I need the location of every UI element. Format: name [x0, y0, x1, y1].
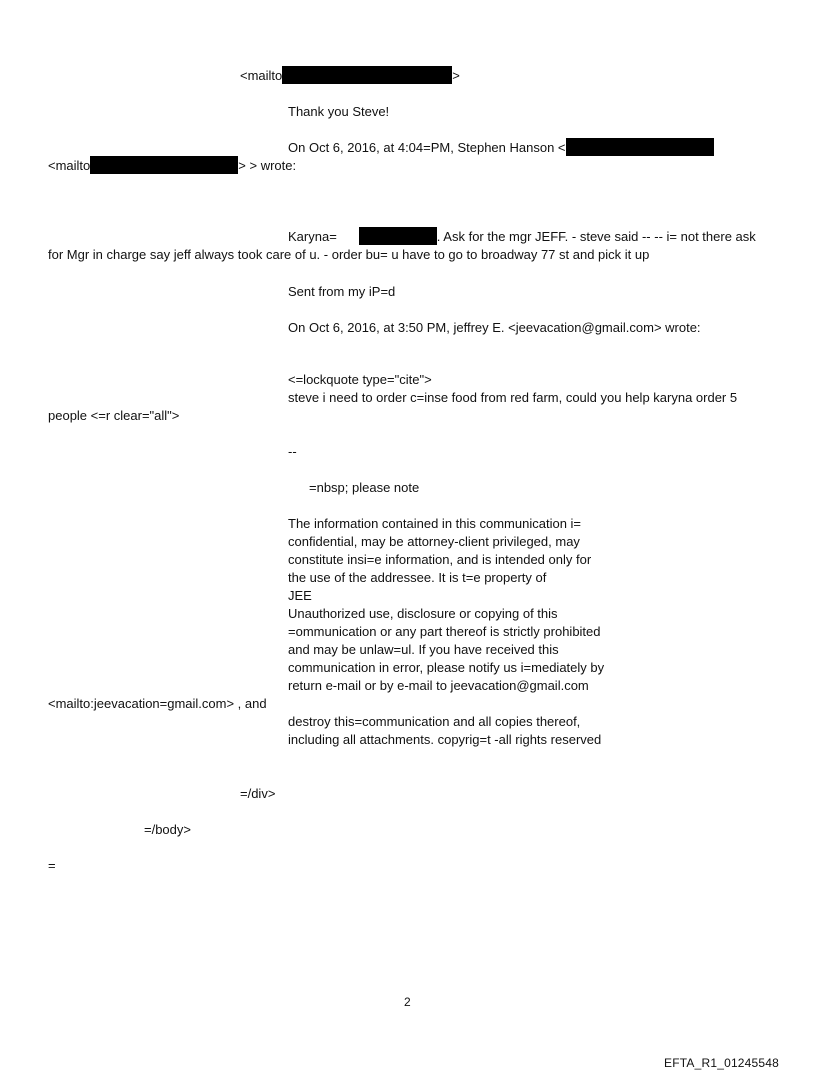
disclaimer-line: confidential, may be attorney-client privileged, may — [288, 534, 580, 549]
disclaimer-line: =ommunication or any part thereof is strictly prohibited — [288, 624, 601, 639]
document-id: EFTA_R1_01245548 — [664, 1056, 780, 1070]
mailto-prefix: <mailto — [240, 68, 283, 83]
message-line-2: people <=r clear="all"> — [48, 408, 180, 423]
close-body-tag: =/body> — [144, 822, 191, 837]
blockquote-tag: <=lockquote type="cite"> — [288, 372, 432, 387]
destroy-line-2: including all attachments. copyrig=t -all rights reserved — [288, 732, 602, 747]
close-div-tag: =/div> — [240, 786, 276, 801]
nbsp-note: =nbsp; please note — [309, 480, 420, 495]
disclaimer-line: return e-mail or by e-mail to jeevacation@gmail.com — [288, 678, 589, 693]
disclaimer-line: Unauthorized use, disclosure or copying of this — [288, 606, 558, 621]
mailto-prefix: <mailto — [48, 158, 91, 173]
reply-header — [288, 138, 714, 157]
sent-from-line: Sent from my iP=d — [288, 284, 396, 299]
signature-dash: -- — [288, 444, 297, 459]
karyna-instructions: . Ask for the mgr JEFF. - steve said -- -- i= not there ask — [436, 229, 756, 244]
mailto-line-1 — [240, 66, 460, 85]
redaction-block — [90, 156, 238, 174]
disclaimer-line: and may be unlaw=ul. If you have received this — [288, 642, 559, 657]
disclaimer-line: communication in error, please notify us i=mediately by — [288, 660, 605, 675]
karyna-line-2: for Mgr in charge say jeff always took care of u. - order bu= u have to go to broadway 77 st and pick it up — [48, 247, 650, 262]
reply-header-continued — [48, 156, 296, 175]
destroy-line-1: destroy this=communication and all copies thereof, — [288, 714, 581, 729]
karyna-name: Karyna= — [288, 229, 337, 244]
disclaimer-line: the use of the addressee. It is t=e property of — [288, 570, 547, 585]
karyna-line-1 — [288, 227, 756, 246]
mailto-suffix: > — [452, 68, 460, 83]
redaction-block — [282, 66, 452, 84]
disclaimer-line: constitute insi=e information, and is intended only for — [288, 552, 592, 567]
original-header: On Oct 6, 2016, at 3:50 PM, jeffrey E. <jeevacation@gmail.com> wrote: — [288, 320, 701, 335]
thanks-line: Thank you Steve! — [288, 104, 390, 119]
redaction-block — [359, 227, 437, 245]
disclaimer-line: JEE — [288, 588, 312, 603]
redaction-block — [566, 138, 714, 156]
mailto-jee-line: <mailto:jeevacation=gmail.com> , and — [48, 696, 267, 711]
reply-header-text: On Oct 6, 2016, at 4:04=PM, Stephen Hanson < — [288, 140, 566, 155]
message-line-1: steve i need to order c=inse food from red farm, could you help karyna order 5 — [288, 390, 738, 405]
disclaimer-line: The information contained in this communication i= — [288, 516, 582, 531]
page-number: 2 — [404, 995, 411, 1009]
trailing-equals: = — [48, 858, 56, 873]
reply-header-wrote: > > wrote: — [238, 158, 297, 173]
